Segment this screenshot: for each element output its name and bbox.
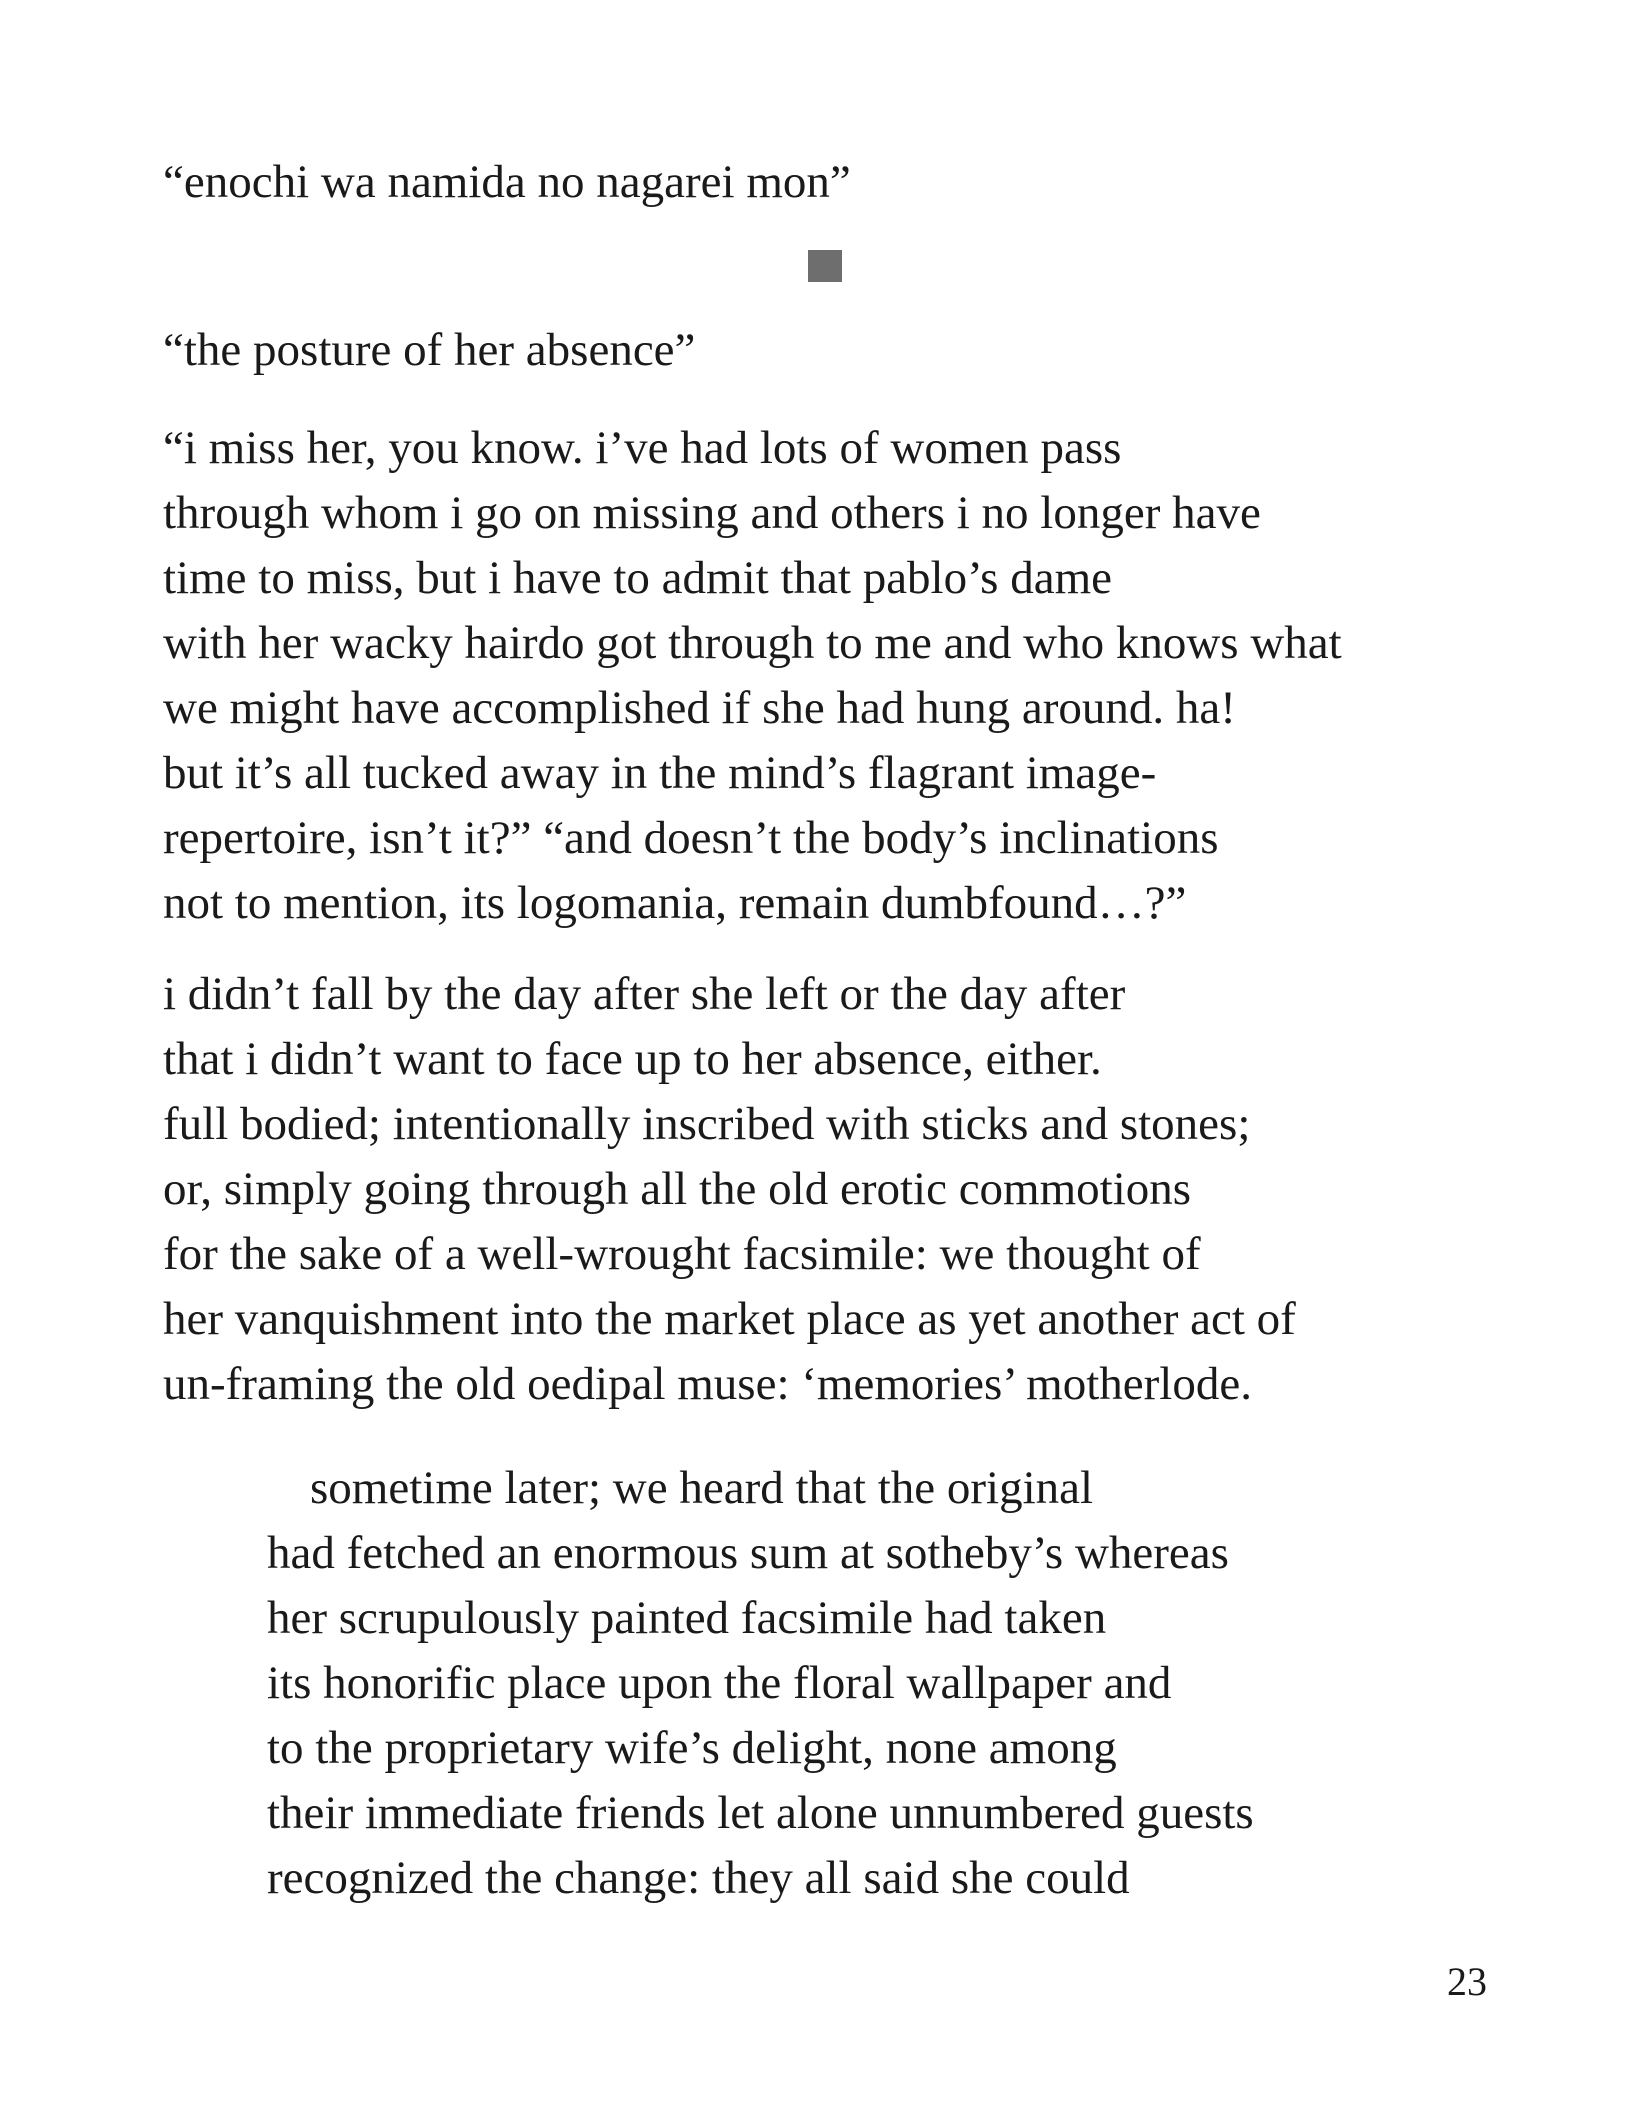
page-number: 23 bbox=[1447, 1959, 1487, 2004]
poem-line: her vanquishment into the market place as yet another act of bbox=[163, 1293, 1296, 1345]
stanza-2 bbox=[163, 962, 1296, 1417]
stanza-3 bbox=[267, 1456, 1254, 1911]
poem-line: her scrupulously painted facsimile had taken bbox=[267, 1592, 1107, 1644]
poem-line: time to miss, but i have to admit that pablo’s dame bbox=[163, 552, 1112, 604]
stanza-1 bbox=[163, 416, 1342, 936]
poem-line: their immediate friends let alone unnumbered guests bbox=[267, 1787, 1254, 1839]
poem-line: un-framing the old oedipal muse: ‘memories’ motherlode. bbox=[163, 1358, 1252, 1410]
poem-line: that i didn’t want to face up to her absence, either. bbox=[163, 1033, 1102, 1085]
poem-line: i didn’t fall by the day after she left or the day after bbox=[163, 968, 1126, 1020]
poem-line: through whom i go on missing and others i no longer have bbox=[163, 487, 1261, 539]
poem-line: sometime later; we heard that the original bbox=[310, 1462, 1094, 1514]
poem-line: not to mention, its logomania, remain dumbfound…?” bbox=[163, 877, 1187, 929]
poem-line: we might have accomplished if she had hung around. ha! bbox=[163, 682, 1236, 734]
poem-title-line: “the posture of her absence” bbox=[163, 324, 696, 376]
poem-line: to the proprietary wife’s delight, none among bbox=[267, 1722, 1117, 1774]
poem-line: recognized the change: they all said she could bbox=[267, 1852, 1130, 1904]
poem-line: with her wacky hairdo got through to me and who knows what bbox=[163, 617, 1342, 669]
poem-line: for the sake of a well-wrought facsimile: we thought of bbox=[163, 1228, 1201, 1280]
poem-line: full bodied; intentionally inscribed with sticks and stones; bbox=[163, 1098, 1251, 1150]
poem-line: its honorific place upon the floral wallpaper and bbox=[267, 1657, 1172, 1709]
poem-line: repertoire, isn’t it?” “and doesn’t the body’s inclinations bbox=[163, 812, 1219, 864]
poem-line: had fetched an enormous sum at sotheby’s whereas bbox=[267, 1527, 1229, 1579]
poem-line: or, simply going through all the old erotic commotions bbox=[163, 1163, 1192, 1215]
poem-line: “i miss her, you know. i’ve had lots of women pass bbox=[163, 422, 1122, 474]
poem-line: but it’s all tucked away in the mind’s flagrant image- bbox=[163, 747, 1157, 799]
poem-opening-line: “enochi wa namida no nagarei mon” bbox=[163, 156, 851, 208]
section-divider-square-icon bbox=[808, 250, 842, 282]
